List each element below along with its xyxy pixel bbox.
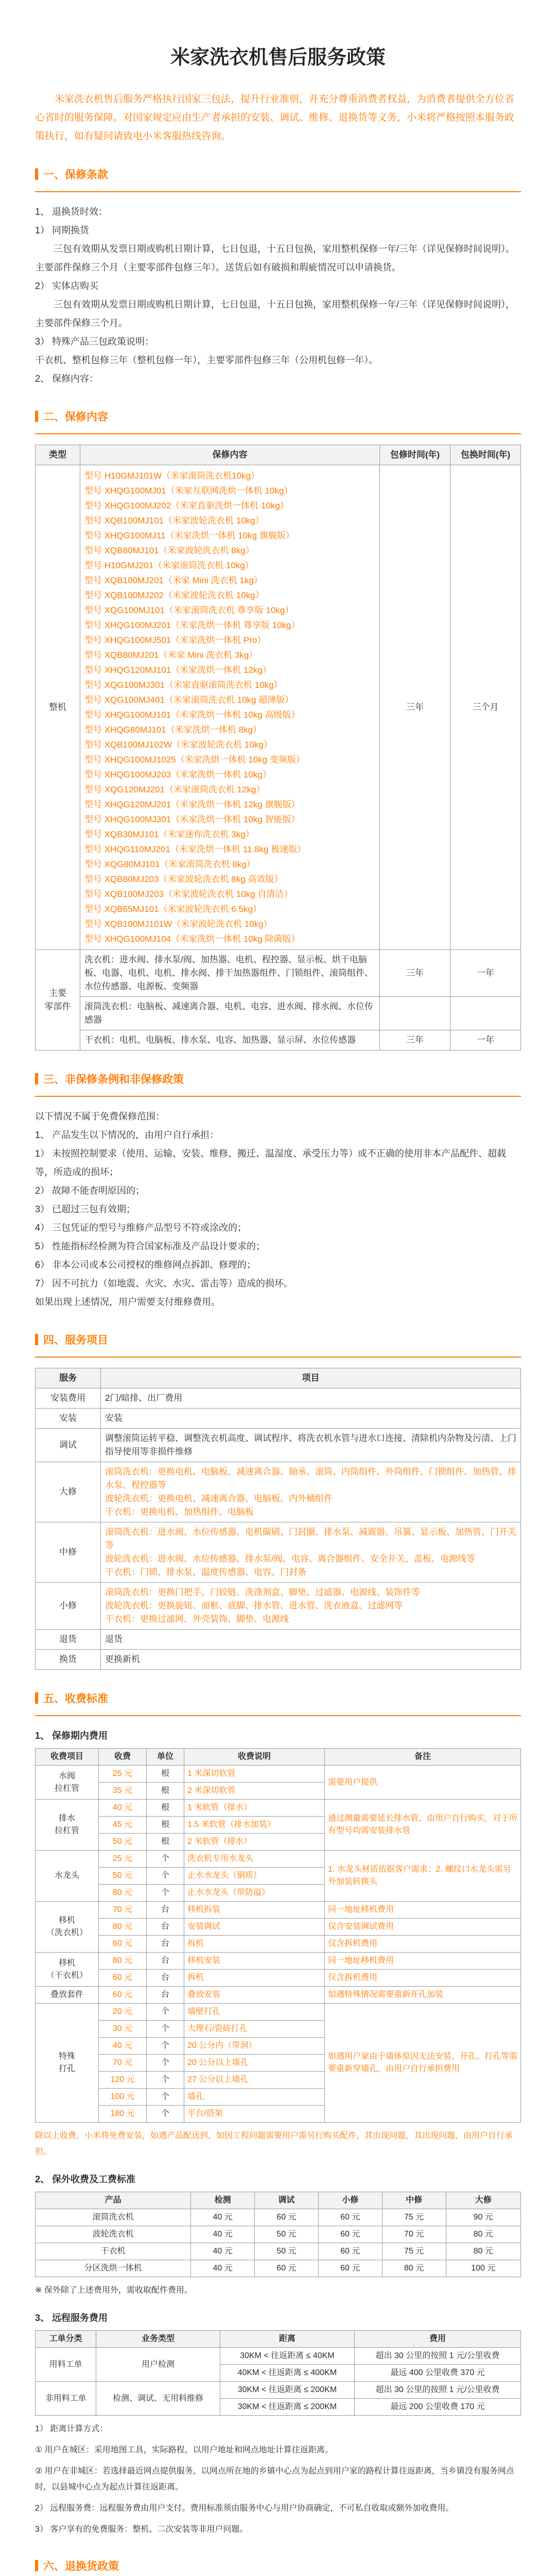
table-header: 服务 xyxy=(36,1368,101,1388)
terms-line: 2、 保修内容： xyxy=(35,374,99,384)
labor-cell: 波轮洗衣机 xyxy=(36,2226,191,2243)
section-2-heading: 二、保修内容 xyxy=(35,409,521,424)
table-header: 包修时间(年) xyxy=(380,445,450,465)
labor-cell: 90 元 xyxy=(446,2209,520,2226)
model-item: 型号 XHQG100MJ01（米家互联网洗烘一体机 10kg） xyxy=(84,486,293,496)
fee-amount-cell: 30 元 xyxy=(99,2021,147,2038)
fee-desc-cell: 止水水龙头（带防溢） xyxy=(184,1885,325,1902)
section-6-heading: 六、退换货政策 xyxy=(35,2558,521,2573)
fee-amount-cell: 70 元 xyxy=(99,1902,147,1919)
section-divider xyxy=(35,191,521,192)
model-item: 型号 XQG100MJ301（米家直驱滚筒洗衣机 10kg） xyxy=(84,680,283,690)
table-row xyxy=(36,1851,521,1868)
model-item: 型号 XQB100MJ101（米家波轮洗衣机 10kg） xyxy=(84,516,264,526)
table-row xyxy=(36,1630,521,1650)
table-header: 保修内容 xyxy=(80,445,380,465)
table-header: 大修 xyxy=(446,2192,520,2209)
fee-table xyxy=(35,1748,521,2123)
labor-cell: 60 元 xyxy=(318,2209,382,2226)
labor-cell: 40 元 xyxy=(191,2260,255,2277)
fee-amount-cell: 40 元 xyxy=(99,1800,147,1817)
table-row xyxy=(36,2243,521,2260)
remote-note-line: 3） 客户享有的免费服务：整机、二次安装等非用户问题。 xyxy=(35,2525,248,2534)
model-item: 型号 XHQG100MJ11（米家洗烘一体机 10kg 旗舰版） xyxy=(84,531,294,540)
table-row xyxy=(36,1936,521,1953)
model-item: 型号 XHQG100MJ202（米家直驱洗烘一体机 10kg） xyxy=(84,501,289,511)
table-row xyxy=(36,1919,521,1936)
fee-unit-cell: 个 xyxy=(147,1868,184,1885)
fee-amount-cell: 40 元 xyxy=(99,2038,147,2055)
service-item-cell: 更换新机 xyxy=(101,1650,521,1670)
labor-cell: 60 元 xyxy=(318,2226,382,2243)
table-row xyxy=(36,1583,521,1630)
terms-line: 如果出现上述情况，用户需要支付维修费用。 xyxy=(35,1297,220,1307)
section-divider xyxy=(35,1096,521,1097)
service-name-cell: 大修 xyxy=(36,1462,101,1522)
table-row xyxy=(36,2382,521,2399)
fee-unit-cell: 根 xyxy=(147,1834,184,1851)
service-name-cell: 换货 xyxy=(36,1650,101,1670)
table-header: 收费项目 xyxy=(36,1749,99,1766)
terms-line: 1、 退换货时效： xyxy=(35,207,108,217)
fee-desc-cell: 墙孔 xyxy=(184,2089,325,2106)
service-name-cell: 退货 xyxy=(36,1630,101,1650)
model-item: 型号 XHQG100MJ301（米家洗烘一体机 10kg 智能版） xyxy=(84,815,300,824)
fee-note-cell: 如遇特殊情况需要重新开孔加装 xyxy=(325,1987,521,2004)
repair-period-cell: 三年 xyxy=(380,465,450,950)
table-header: 备注 xyxy=(325,1749,521,1766)
service-item-cell: 调整滚筒运转平稳、调整洗衣机高度、调试程序、将洗衣机水管与进水口连接、清除机内杂物及污渍、上门指导使用等非损件维修 xyxy=(101,1429,521,1462)
table-row xyxy=(36,1429,521,1462)
fee-unit-cell: 个 xyxy=(147,1851,184,1868)
table-row xyxy=(36,1766,521,1783)
labor-cell: 40 元 xyxy=(191,2209,255,2226)
table-header: 中修 xyxy=(382,2192,446,2209)
fee-unit-cell: 根 xyxy=(147,1817,184,1834)
table-row xyxy=(36,1953,521,1970)
remote-distance-cell: 30KM < 往返距离 ≤ 200KM xyxy=(220,2399,354,2416)
fee-desc-cell: 洗衣机专用水龙头 xyxy=(184,1851,325,1868)
labor-cell: 75 元 xyxy=(382,2243,446,2260)
labor-cell: 40 元 xyxy=(191,2243,255,2260)
model-item: 型号 XHQG100MJ101（米家洗烘一体机 10kg 高级版） xyxy=(84,710,300,720)
remote-note-line: ② 用户在非城区：若选择最近网点提供服务，以网点所在地的乡镇中心点为起点到用户家的路程计算往返距离，当乡镇没有服务网点时，以县城中心点为起点计算往返距离。 xyxy=(35,2467,514,2492)
fee-desc-cell: 拆机 xyxy=(184,1970,325,1987)
table-header: 收费 xyxy=(99,1749,147,1766)
remote-fee-cell: 最远 200 公里收费 170 元 xyxy=(354,2399,520,2416)
model-item: 型号 XQB65MJ101（米家波轮洗衣机 6.5kg） xyxy=(84,904,262,914)
non-warranty-terms xyxy=(35,1107,521,1311)
table-row xyxy=(36,2226,521,2243)
remote-fee-cell: 超出 30 公里的按照 1 元/公里收费 xyxy=(354,2382,520,2399)
repair-period-cell: 三年 xyxy=(380,1030,450,1050)
fee-desc-cell: 平台/搭架 xyxy=(184,2106,325,2123)
fee-desc-cell: 移机安装 xyxy=(184,1953,325,1970)
table-header: 调试 xyxy=(255,2192,319,2209)
parts-category-cell: 主要 零部件 xyxy=(36,950,80,1050)
fee-group-cell: 特殊 打孔 xyxy=(36,2004,99,2123)
table-row xyxy=(36,1522,521,1583)
labor-cell: 60 元 xyxy=(255,2209,319,2226)
section-bar-icon xyxy=(35,1334,38,1345)
table-row xyxy=(36,1970,521,1987)
section-1-heading: 一、保修条款 xyxy=(35,166,521,182)
fee-desc-cell: 1 米深切软管 xyxy=(184,1766,325,1783)
table-header: 包换时间(年) xyxy=(450,445,521,465)
section-bar-icon xyxy=(35,1073,38,1084)
model-item: 型号 XHQG120MJ101（米家洗烘一体机 12kg） xyxy=(84,665,271,675)
table-row xyxy=(36,2348,521,2365)
model-item: 型号 XQB100MJ202（米家波轮洗衣机 10kg） xyxy=(84,590,264,600)
remote-distance-cell: 30KM < 往返距离 ≤ 40KM xyxy=(220,2348,354,2365)
labor-cell: 80 元 xyxy=(446,2243,520,2260)
labor-cell: 100 元 xyxy=(446,2260,520,2277)
fee-unit-cell: 根 xyxy=(147,1783,184,1800)
service-table xyxy=(35,1368,521,1670)
fee-note-cell: 仅含安装调试费用 xyxy=(325,1919,521,1936)
remote-note-line: 2） 远程服务费：远程服务费由用户支付。费用标准须由服务中心与用户协商确定，不可私自收取或额外加收费用。 xyxy=(35,2504,454,2513)
fee-desc-cell: 墙壁打孔 xyxy=(184,2004,325,2021)
model-item: 型号 XQB80MJ101（米家波轮洗衣机 8kg） xyxy=(84,546,254,555)
model-item: 型号 XQG120MJ201（米家滚筒洗衣机 12kg） xyxy=(84,785,265,794)
table-header: 业务类型 xyxy=(96,2331,220,2348)
fee-note-cell: 如遇用户家由于墙体原因无法安装，开孔、打孔等需要重新穿墙孔，由用户自行承担费用 xyxy=(325,2004,521,2123)
terms-line: 5） 性能指标经检测为符合国家标准及产品设计要求的； xyxy=(35,1241,266,1251)
fee-unit-cell: 个 xyxy=(147,2004,184,2021)
table-row xyxy=(36,2260,521,2277)
fee-amount-cell: 70 元 xyxy=(99,2055,147,2072)
fee-amount-cell: 60 元 xyxy=(99,1970,147,1987)
terms-line: 3） 已超过三包有效期； xyxy=(35,1204,136,1214)
remote-note-line: 1） 距离计算方式： xyxy=(35,2425,108,2433)
table-row xyxy=(36,2004,521,2021)
terms-line: 1） 未按照控制要求（使用、运输、安装、维修、搬迁、温湿度、承受压力等）或不正确的使用非本产品配件、超载等，所造成的损坏； xyxy=(35,1148,507,1177)
section-3-heading: 三、非保修条例和非保修政策 xyxy=(35,1071,521,1087)
parts-cell: 滚筒洗衣机：电脑板、减速离合器、电机、电容、进水阀、排水阀、水位传感器 xyxy=(80,997,380,1030)
model-item: 型号 XHQG100MJ201（米家洗烘一体机 尊享版 10kg） xyxy=(84,620,300,630)
labor-cell: 滚筒洗衣机 xyxy=(36,2209,191,2226)
labor-cell: 分区洗烘一体机 xyxy=(36,2260,191,2277)
fee-amount-cell: 100 元 xyxy=(99,2089,147,2106)
model-item: 型号 XHQG100MJ501（米家洗烘一体机 Pro） xyxy=(84,635,266,645)
parts-cell: 洗衣机：进水阀、排水泵/阀、加热器、电机、程控器、显示板、烘干电脑板、电器、电机、电机、排水阀、排干加热器组件、门锁组件、滚筒组件、水位传感器、电源板、变频器 xyxy=(80,950,380,997)
fee-amount-cell: 180 元 xyxy=(99,2106,147,2123)
fee-unit-cell: 台 xyxy=(147,1970,184,1987)
fee-unit-cell: 台 xyxy=(147,1919,184,1936)
fee-note-cell: 同一地址移机费用 xyxy=(325,1953,521,1970)
warranty-table xyxy=(35,445,521,1050)
intro-paragraph: 米家洗衣机售后服务严格执行国家三包法，提升行业准则，并充分尊重消费者权益，为消费者提供全方位省心省时的服务保障。对国家规定应由生产者承担的安装、调试、维修、退换货等义务，小米将严格按照本服务政策执行，如有疑问请致电小米客服热线咨询。 xyxy=(35,94,515,142)
model-item: 型号 XQG100MJ101（米家滚筒洗衣机 尊享版 10kg） xyxy=(84,605,294,615)
section-bar-icon xyxy=(35,168,38,180)
remote-note-line: ① 用户在城区：采用地图工具，实际路程，以用户地址和网点地址计算往返距离。 xyxy=(35,2446,333,2454)
service-name-cell: 调试 xyxy=(36,1429,101,1462)
model-item: 型号 XQB100MJ102W（米家波轮洗衣机 10kg） xyxy=(84,740,272,750)
parts-cell: 干衣机：电机、电脑板、排水泵、电容、加热器、显示屏、水位传感器 xyxy=(80,1030,380,1050)
fee-amount-cell: 25 元 xyxy=(99,1766,147,1783)
labor-cell: 75 元 xyxy=(382,2209,446,2226)
labor-cell: 60 元 xyxy=(318,2260,382,2277)
section-divider xyxy=(35,1357,521,1358)
table-row xyxy=(36,465,521,950)
labor-cell: 80 元 xyxy=(446,2226,520,2243)
model-item: 型号 H10GMJ201（米家滚筒洗衣机 10kg） xyxy=(84,561,254,570)
fee-unit-cell: 台 xyxy=(147,1902,184,1919)
remote-fee-cell: 最远 400 公里收费 370 元 xyxy=(354,2365,520,2382)
model-item: 型号 H10GMJ101W（米家滚筒洗衣机10kg） xyxy=(84,471,260,481)
table-row xyxy=(36,1650,521,1670)
section-divider xyxy=(35,1715,521,1716)
table-header: 类型 xyxy=(36,445,80,465)
labor-cell: 60 元 xyxy=(318,2243,382,2260)
table-header: 工单分类 xyxy=(36,2331,96,2348)
fee-desc-cell: 安装调试 xyxy=(184,1919,325,1936)
fee-group-cell: 水阀 拉杠管 xyxy=(36,1766,99,1800)
table-header: 检测 xyxy=(191,2192,255,2209)
labor-subheading: 2、 保外收费及工费标准 xyxy=(35,2174,136,2184)
category-cell: 整机 xyxy=(36,465,80,950)
fee-subheading: 1、 保修期内费用 xyxy=(35,1731,108,1741)
labor-cell: 60 元 xyxy=(255,2260,319,2277)
labor-cell: 50 元 xyxy=(255,2243,319,2260)
service-name-cell: 安装 xyxy=(36,1409,101,1429)
terms-line: 3） 特殊产品三包政策说明： xyxy=(35,336,154,347)
fee-amount-cell: 60 元 xyxy=(99,1936,147,1953)
remote-biz-cell: 用户检测 xyxy=(96,2348,220,2382)
fee-amount-cell: 60 元 xyxy=(99,1987,147,2004)
remote-type-cell: 用料工单 xyxy=(36,2348,96,2382)
model-list-cell xyxy=(80,465,380,950)
fee-unit-cell: 个 xyxy=(147,2055,184,2072)
remote-type-cell: 非用料工单 xyxy=(36,2382,96,2416)
fee-group-cell: 排水 拉杠管 xyxy=(36,1800,99,1851)
model-item: 型号 XHQG120MJ201（米家洗烘一体机 12kg 旗舰版） xyxy=(84,800,300,809)
fee-unit-cell: 台 xyxy=(147,1953,184,1970)
table-header: 单位 xyxy=(147,1749,184,1766)
exchange-period-cell: 一年 xyxy=(450,950,521,997)
fee-desc-cell: 拆机 xyxy=(184,1936,325,1953)
fee-note-cell: 仅含拆机费用 xyxy=(325,1970,521,1987)
fee-amount-cell: 50 元 xyxy=(99,1834,147,1851)
fee-unit-cell: 个 xyxy=(147,2038,184,2055)
fee-desc-cell: 20 公分内（带洞） xyxy=(184,2038,325,2055)
fee-desc-cell: 27 公分以上墙孔 xyxy=(184,2072,325,2089)
terms-line: 1、 产品发生以下情况的，由用户自行承担： xyxy=(35,1130,219,1140)
model-item: 型号 XQB100MJ101W（米家波轮洗衣机 10kg） xyxy=(84,919,272,929)
table-header: 产品 xyxy=(36,2192,191,2209)
labor-cell: 40 元 xyxy=(191,2226,255,2243)
remote-notes xyxy=(35,2421,521,2537)
page-title: 米家洗衣机售后服务政策 xyxy=(170,47,386,69)
service-name-cell: 中修 xyxy=(36,1522,101,1583)
remote-distance-cell: 40KM < 往返距离 ≤ 400KM xyxy=(220,2365,354,2382)
fee-note-cell: 同一地址移机费用 xyxy=(325,1902,521,1919)
fee-unit-cell: 个 xyxy=(147,2021,184,2038)
fee-unit-cell: 个 xyxy=(147,1885,184,1902)
remote-subheading: 3、 远程服务费用 xyxy=(35,2313,108,2323)
fee-amount-cell: 80 元 xyxy=(99,1885,147,1902)
terms-line: 6） 非本公司或本公司授权的维修网点拆卸、修理的； xyxy=(35,1260,256,1270)
fee-note-cell: 需要用户提供 xyxy=(325,1766,521,1800)
fee-desc-cell: 1.5 米软管（排水加装） xyxy=(184,1817,325,1834)
model-item: 型号 XHQG110MJ201（米家洗烘一体机 11.8kg 极速版） xyxy=(84,844,306,854)
fee-note-cell: 仅含拆机费用 xyxy=(325,1936,521,1953)
fee-group-cell: 叠放套件 xyxy=(36,1987,99,2004)
labor-cell: 80 元 xyxy=(382,2260,446,2277)
exchange-period-cell: 一年 xyxy=(450,1030,521,1050)
fee-unit-cell: 个 xyxy=(147,2072,184,2089)
labor-cell: 干衣机 xyxy=(36,2243,191,2260)
table-row xyxy=(36,1388,521,1409)
fee-desc-cell: 2 米深切软管 xyxy=(184,1783,325,1800)
service-item-cell: 退货 xyxy=(101,1630,521,1650)
terms-line: 三包有效期从发票日期或购机日期计算，七日包退，十五日包换，家用整机保修一年/三年（详见保修时间说明）。主要部件保修三个月（主要零部件包修三年）。送货后如有破损和瑕疵情况可以申请换货。 xyxy=(35,244,515,273)
model-item: 型号 XHQG100MJ104（米家洗烘一体机 10kg 除菌版） xyxy=(84,934,300,944)
service-item-cell: 2门/暗排、出厂费用 xyxy=(101,1388,521,1409)
table-header: 收费说明 xyxy=(184,1749,325,1766)
table-row xyxy=(36,1902,521,1919)
fee-amount-cell: 20 元 xyxy=(99,2004,147,2021)
model-item: 型号 XQB80MJ201（米家 Mini 洗衣机 3kg） xyxy=(84,650,258,660)
section-5-heading: 五、收费标准 xyxy=(35,1690,521,1706)
table-header: 项目 xyxy=(101,1368,521,1388)
fee-desc-cell: 1 米软管（排水） xyxy=(184,1800,325,1817)
terms-line: 1） 同期换货 xyxy=(35,225,90,235)
fee-amount-cell: 25 元 xyxy=(99,1851,147,1868)
fee-unit-cell: 台 xyxy=(147,1987,184,2004)
table-header: 费用 xyxy=(354,2331,520,2348)
table-row xyxy=(36,1800,521,1817)
service-item-cell: 滚筒洗衣机：更换电机、电脑板、减速离合器、轴承、滚筒、内筒组件、外筒组件、门锁组件、加热管、排水泵、程控器等 波轮洗衣机：更换电机、减速离合器、电脑板、内外桶组件 干衣机：更换电机、加热组件、电脑板 xyxy=(101,1462,521,1522)
service-item-cell: 安装 xyxy=(101,1409,521,1429)
fee-desc-cell: 止水水龙头（铜质） xyxy=(184,1868,325,1885)
remote-biz-cell: 检测、调试、无用料维修 xyxy=(96,2382,220,2416)
terms-line: 以下情况不属于免费保修范围： xyxy=(35,1111,165,1122)
fee-note: 除以上收费，小米将免费安装，如遇产品配送到、如因工程问题需要用户需另行购买配件，其出现问题，其出现问题，由用户自行承担。 xyxy=(35,2131,513,2156)
model-item: 型号 XHQG80MJ101（米家洗烘一体机 8kg） xyxy=(84,725,262,735)
remote-fee-cell: 超出 30 公里的按照 1 元/公里收费 xyxy=(354,2348,520,2365)
fee-amount-cell: 45 元 xyxy=(99,1817,147,1834)
fee-unit-cell: 台 xyxy=(147,1936,184,1953)
service-name-cell: 安装费用 xyxy=(36,1388,101,1409)
labor-note: ※ 保外除了上述费用外，需收取配件费用。 xyxy=(35,2286,193,2295)
fee-desc-cell: 叠放安装 xyxy=(184,1987,325,2004)
model-item: 型号 XHQG100MJ203（米家洗烘一体机 10kg） xyxy=(84,770,271,779)
remote-distance-cell: 30KM < 往返距离 ≤ 200KM xyxy=(220,2382,354,2399)
model-item: 型号 XQG100MJ401（米家滚筒洗衣机 10kg 超薄版） xyxy=(84,695,294,705)
terms-line: 2） 故障不能查明原因的； xyxy=(35,1185,145,1196)
fee-unit-cell: 根 xyxy=(147,1766,184,1783)
terms-line: 7） 因不可抗力（如地震、火灾、水灾、雷击等）造成的损坏。 xyxy=(35,1278,293,1289)
table-header: 距离 xyxy=(220,2331,354,2348)
fee-amount-cell: 80 元 xyxy=(99,1919,147,1936)
labor-cell: 50 元 xyxy=(255,2226,319,2243)
fee-unit-cell: 根 xyxy=(147,1800,184,1817)
table-row xyxy=(36,1409,521,1429)
fee-note-cell: 1. 水龙头材质依据客户需求；2. 螺纹口水龙头需另外加装转换头 xyxy=(325,1851,521,1902)
fee-amount-cell: 80 元 xyxy=(99,1953,147,1970)
repair-period-cell xyxy=(380,997,450,1030)
fee-group-cell: 水龙头 xyxy=(36,1851,99,1902)
fee-desc-cell: 移机拆装 xyxy=(184,1902,325,1919)
model-item: 型号 XQB30MJ101（米家迷你洗衣机 3kg） xyxy=(84,829,254,839)
table-row xyxy=(36,1030,521,1050)
model-item: 型号 XQG80MJ101（米家滚筒洗衣机 8kg） xyxy=(84,859,255,869)
fee-desc-cell: 2 米软管（排水） xyxy=(184,1834,325,1851)
fee-amount-cell: 50 元 xyxy=(99,1868,147,1885)
table-header: 小修 xyxy=(318,2192,382,2209)
labor-table xyxy=(35,2192,521,2277)
fee-desc-cell: 20 公分以上墙孔 xyxy=(184,2055,325,2072)
table-row xyxy=(36,1987,521,2004)
model-item: 型号 XQB80MJ203（米家波轮洗衣机 8kg 高效版） xyxy=(84,874,283,884)
fee-unit-cell: 个 xyxy=(147,2089,184,2106)
table-row xyxy=(36,1462,521,1522)
fee-group-cell: 移机 （干衣机） xyxy=(36,1953,99,1987)
model-item: 型号 XHQG100MJ1025（米家洗烘一体机 10kg 变频版） xyxy=(84,755,305,765)
repair-period-cell: 三年 xyxy=(380,950,450,997)
service-item-cell: 滚筒洗衣机：更换门把手、门铰链、洗涤剂盒、脚垫、过滤器、电源线、装饰件等 波轮洗衣机：更换旋钮、面框、底脚、排水管、进水管、洗衣液盒、过滤网等 干衣机：更换过滤网、外壳装饰、脚垫、电源线 xyxy=(101,1583,521,1630)
service-item-cell: 滚筒洗衣机：进水阀、水位传感器、电机碳刷、门封圈、排水泵、减震器、吊簧、显示板、加热管、门开关等 波轮洗衣机：进水阀、水位传感器、排水泵/阀、电容、离合器组件、安全开关、盖板、电源线等 干衣机：门锁、排水泵、温度传感器、电容、门封条 xyxy=(101,1522,521,1583)
table-row xyxy=(36,950,521,997)
exchange-period-cell: 三个月 xyxy=(450,465,521,950)
terms-line: 三包有效期从发票日期或购机日期计算，七日包退，十五日包换，家用整机保修一年/三年（详见保修时间说明），主要部件保修三个月。 xyxy=(35,299,515,328)
warranty-terms xyxy=(35,202,521,388)
section-divider xyxy=(35,433,521,434)
model-item: 型号 XQB100MJ203（米家波轮洗衣机 10kg 自清洁） xyxy=(84,889,293,899)
terms-line: 4） 三包凭证的型号与维修产品型号不符或涂改的； xyxy=(35,1223,247,1233)
fee-group-cell: 移机 （洗衣机） xyxy=(36,1902,99,1953)
fee-unit-cell: 个 xyxy=(147,2106,184,2123)
fee-amount-cell: 120 元 xyxy=(99,2072,147,2089)
fee-desc-cell: 大理石/瓷砖打孔 xyxy=(184,2021,325,2038)
terms-line: 干衣机、整机包修三年（整机包修一年），主要零部件包修三年（公用机包修一年）。 xyxy=(35,355,378,365)
section-bar-icon xyxy=(35,2560,38,2571)
exchange-period-cell xyxy=(450,997,521,1030)
table-row xyxy=(36,997,521,1030)
section-bar-icon xyxy=(35,411,38,422)
section-4-heading: 四、服务项目 xyxy=(35,1332,521,1347)
section-bar-icon xyxy=(35,1692,38,1704)
labor-cell: 70 元 xyxy=(382,2226,446,2243)
terms-line: 2） 实体店购买 xyxy=(35,281,99,291)
model-item: 型号 XQB100MJ201（米家 Mini 洗衣机 1kg） xyxy=(84,575,263,585)
table-row xyxy=(36,2209,521,2226)
fee-note-cell: 通过测量需要延长排水管，由用户自行购买，对于所有型号均需安装排水管 xyxy=(325,1800,521,1851)
service-name-cell: 小修 xyxy=(36,1583,101,1630)
fee-amount-cell: 35 元 xyxy=(99,1783,147,1800)
remote-table xyxy=(35,2330,521,2416)
